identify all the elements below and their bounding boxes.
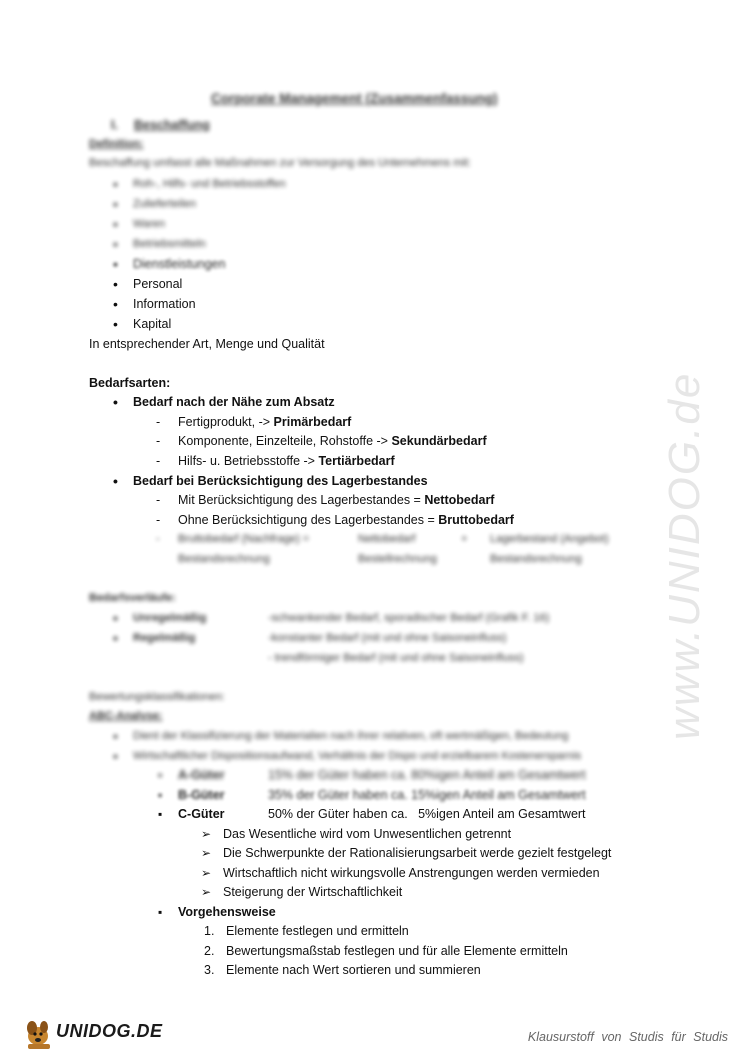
verlauf-text: -schwankender Bedarf, sporadischer Bedarf (Grafik F. 16)	[268, 612, 550, 624]
verlauf-text: - trendförmiger Bedarf (mit und ohne Saisoneinfluss)	[268, 652, 524, 664]
verlauf-label: • Regelmäßig	[133, 630, 195, 646]
list-item: • Waren	[133, 216, 165, 232]
list-item: • Roh-, Hilfs- und Betriebsstoffen	[133, 176, 286, 192]
bedarf-item: - Hilfs- u. Betriebsstoffe -> Tertiärbedarf	[178, 453, 395, 469]
gueter-text: 50% der Güter haben ca. 5%igen Anteil am Gesamtwert	[268, 807, 586, 821]
abc-label: ABC-Analyse:	[89, 710, 163, 722]
watermark: www.UNIDOG.de	[660, 371, 709, 740]
art-menge-text: In entsprechender Art, Menge und Qualität	[89, 337, 325, 351]
arrow-item: ➢ Die Schwerpunkte der Rationalisierungsarbeit werde gezielt festgelegt	[223, 845, 611, 861]
arrow-item: ➢ Steigerung der Wirtschaftlichkeit	[223, 884, 402, 900]
list-item: • Information	[133, 296, 196, 312]
step-item: 2. Bewertungsmaßstab festlegen und für alle Elemente ermitteln	[204, 944, 568, 958]
abc-bullet: • Dient der Klassifizierung der Materialien nach ihrer relativen, oft wertmäßigen, Bedeutung	[133, 728, 568, 744]
section-number: I.	[111, 118, 118, 132]
bewertung-heading: Bewertungsklassifikationen:	[89, 691, 225, 703]
gueter-label: ▪ A-Güter	[178, 767, 225, 783]
formula-sub: Bestandsrechnung	[178, 553, 270, 565]
abc-bullet: • Wirtschaftlicher Dispositionsaufwand, Verhältnis der Dispo und erzielbarem Kostenersparnis	[133, 748, 581, 764]
list-item: • Dienstleistungen	[133, 256, 225, 272]
formula-row: - Bruttobedarf (Nachfrage) =	[178, 531, 309, 547]
vorgehen-label: ▪ Vorgehensweise	[178, 904, 276, 920]
logo-text: UNIDOG.DE	[56, 1021, 163, 1041]
bedarf-item: - Fertigprodukt, -> Primärbedarf	[178, 414, 351, 430]
arrow-item: ➢ Das Wesentliche wird vom Unwesentlichen getrennt	[223, 826, 511, 842]
step-item: 1. Elemente festlegen und ermitteln	[204, 924, 409, 938]
verlauf-text: -konstanter Bedarf (mit und ohne Saisoneinfluss)	[268, 632, 507, 644]
gueter-text: 15% der Güter haben ca. 80%igen Anteil am Gesamtwert	[268, 768, 586, 782]
formula-sub: Bestandsrechnung	[490, 553, 582, 565]
bedarf-group-label: • Bedarf bei Berücksichtigung des Lagerbestandes	[133, 473, 428, 489]
bedarfsarten-heading: Bedarfsarten:	[89, 376, 171, 390]
gueter-label: ▪ C-Güter	[178, 806, 225, 822]
bedarf-item: - Komponente, Einzelteile, Rohstoffe -> Sekundärbedarf	[178, 433, 487, 449]
definition-label: Definition:	[89, 138, 144, 150]
gueter-text: 35% der Güter haben ca. 15%igen Anteil am Gesamtwert	[268, 788, 586, 802]
formula-cell: Lagerbestand (Angebot)	[490, 533, 609, 545]
bedarf-group-label: • Bedarf nach der Nähe zum Absatz	[133, 394, 335, 410]
step-item: 3. Elemente nach Wert sortieren und summieren	[204, 963, 481, 977]
formula-cell: Nettobedarf	[358, 533, 416, 545]
list-item: • Personal	[133, 276, 182, 292]
verlauf-label: • Unregelmäßig	[133, 610, 206, 626]
formula-operator: +	[461, 533, 468, 545]
definition-text: Beschaffung umfasst alle Maßnahmen zur Versorgung des Unternehmens mit:	[89, 157, 471, 169]
formula-sub: Bestellrechnung	[358, 553, 437, 565]
page-title: Corporate Management (Zusammenfassung)	[211, 91, 498, 106]
bedarf-item: - Mit Berücksichtigung des Lagerbestandes = Nettobedarf	[178, 492, 494, 508]
gueter-label: ▪ B-Güter	[178, 787, 225, 803]
arrow-item: ➢ Wirtschaftlich nicht wirkungsvolle Anstrengungen werden vermieden	[223, 865, 600, 881]
list-item: • Kapital	[133, 316, 171, 332]
bedarf-item: - Ohne Berücksichtigung des Lagerbestandes = Bruttobedarf	[178, 512, 514, 528]
bedarfsverlaeufe-heading: Bedarfsverläufe:	[89, 592, 176, 604]
footer-tagline: Klausurstoff von Studis für Studis	[527, 1030, 728, 1044]
list-item: • Zulieferteilen	[133, 196, 196, 212]
section-heading: Beschaffung	[134, 118, 210, 132]
list-item: • Betriebsmitteln	[133, 236, 206, 252]
